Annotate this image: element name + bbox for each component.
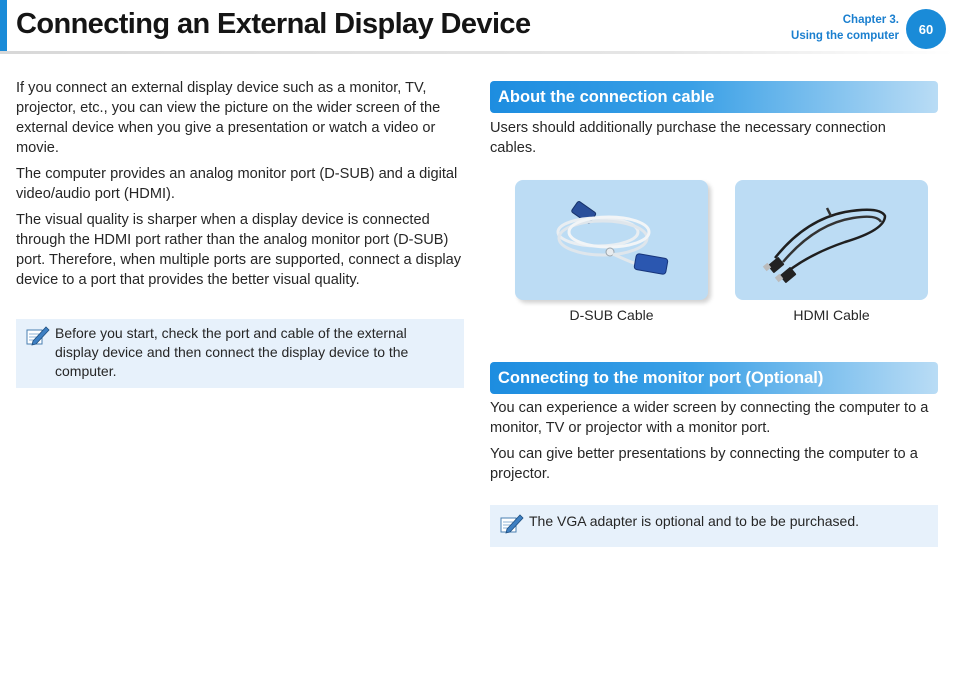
page-number-badge: 60 — [906, 9, 946, 49]
dsub-cable-label: D-SUB Cable — [569, 307, 654, 323]
note-pencil-icon — [24, 324, 52, 348]
header-rule — [0, 51, 954, 54]
chapter-title: Using the computer — [791, 30, 899, 42]
dsub-cable-icon — [515, 180, 708, 300]
note-text-left: Before you start, check the port and cable of the external display device and then connect the display device to the computer. — [55, 325, 409, 379]
hdmi-cable-card — [735, 180, 928, 300]
chapter-number: Chapter 3. — [842, 14, 899, 26]
dsub-cable-card — [515, 180, 708, 300]
quality-paragraph: The visual quality is sharper when a display device is connected through the HDMI port rather than the analog monitor port (D-SUB) port. Therefore, when multiple ports are supported, connect a display device to a port that provides the better visual quality. — [16, 212, 462, 288]
section-heading-connection-cable: About the connection cable — [490, 81, 938, 113]
chapter-label — [791, 12, 899, 44]
wider-screen-paragraph: You can experience a wider screen by connecting the computer to a monitor, TV or projector with a monitor port. — [490, 400, 929, 436]
connection-cable-paragraph: Users should additionally purchase the necessary connection cables. — [490, 120, 886, 156]
header-accent-bar — [0, 0, 7, 52]
hdmi-cable-label: HDMI Cable — [793, 307, 870, 323]
note-pencil-icon — [498, 512, 526, 536]
hdmi-cable-icon — [735, 180, 928, 300]
intro-paragraph: If you connect an external display device such as a monitor, TV, projector, etc., you can view the picture on the wider screen of the external device when you give a presentation or watch a video or movie. — [16, 80, 441, 156]
presentations-paragraph: You can give better presentations by connecting the computer to a projector. — [490, 446, 918, 482]
note-text-right: The VGA adapter is optional and to be be purchased. — [529, 513, 860, 529]
ports-paragraph: The computer provides an analog monitor port (D-SUB) and a digital video/audio port (HDMI). — [16, 166, 458, 202]
page-title: Connecting an External Display Device — [16, 8, 531, 40]
note-box-right — [490, 505, 938, 547]
section-heading-monitor-port: Connecting to the monitor port (Optional) — [490, 362, 938, 394]
left-column — [16, 78, 464, 296]
note-box-left — [16, 319, 464, 388]
monitor-port-text — [490, 398, 940, 490]
